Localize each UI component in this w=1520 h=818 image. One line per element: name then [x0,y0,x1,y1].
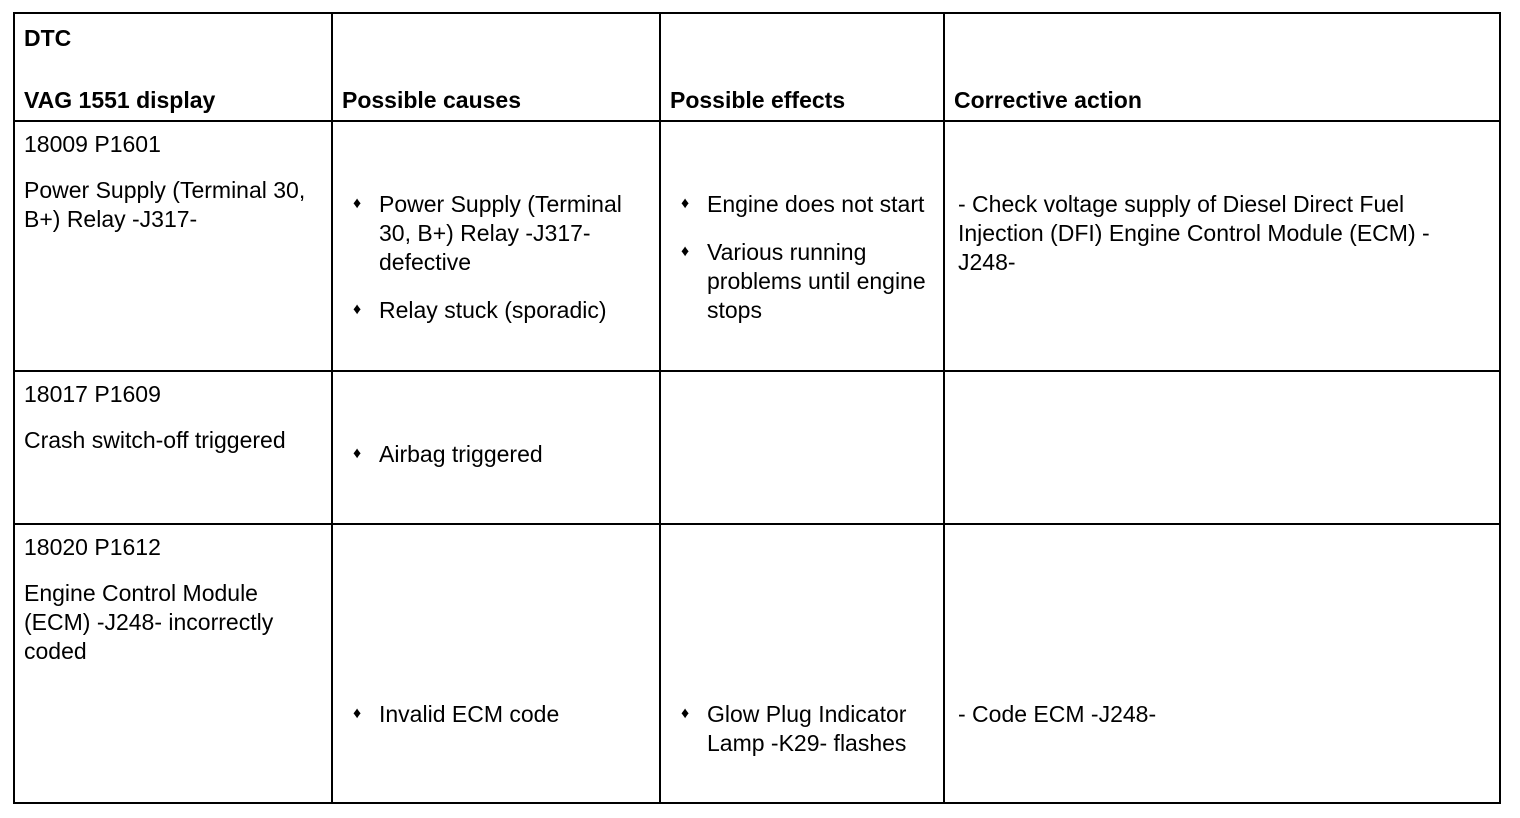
list-item [353,296,653,325]
list-item [681,700,937,758]
cause-text: Power Supply (Terminal 30, B+) Relay -J317- defective [379,191,622,275]
header-dtc: DTC [24,25,72,51]
effect-text: Glow Plug Indicator Lamp -K29- flashes [707,701,907,756]
diamond-bullet-icon: ♦ [681,705,690,722]
cause-text: Relay stuck (sporadic) [379,297,607,323]
table-row [14,524,1500,803]
effects-cell [660,121,944,371]
dtc-cell [14,371,332,524]
diamond-bullet-icon: ♦ [353,445,362,462]
dtc-description: Crash switch-off triggered [24,427,286,453]
dtc-description: Engine Control Module (ECM) -J248- incorrectly coded [24,580,274,664]
table-row [14,121,1500,371]
diamond-bullet-icon: ♦ [353,705,362,722]
header-cell-causes [332,13,660,121]
effects-cell [660,371,944,524]
dtc-cell [14,524,332,803]
corrective-action-text: - Check voltage supply of Diesel Direct Fuel Injection (DFI) Engine Control Module (ECM) -J248- [958,191,1430,275]
causes-list [353,700,653,729]
list-item [353,700,653,729]
header-action: Corrective action [954,87,1142,113]
effects-list [681,190,937,325]
header-cell-dtc [14,13,332,121]
causes-cell [332,371,660,524]
list-item [681,238,937,325]
diamond-bullet-icon: ♦ [353,195,362,212]
causes-list [353,440,653,469]
header-cell-effects [660,13,944,121]
dtc-code: 18009 P1601 [24,131,161,157]
diamond-bullet-icon: ♦ [681,243,690,260]
header-effects: Possible effects [670,87,846,113]
header-cell-action [944,13,1500,121]
list-item [681,190,937,219]
table-row [14,371,1500,524]
cause-text: Airbag triggered [379,441,543,467]
dtc-code: 18017 P1609 [24,381,161,407]
causes-list [353,190,653,325]
dtc-table [13,12,1501,804]
action-cell [944,524,1500,803]
effect-text: Various running problems until engine stops [707,239,926,323]
header-causes: Possible causes [342,87,521,113]
diamond-bullet-icon: ♦ [681,195,690,212]
list-item [353,190,653,277]
causes-cell [332,121,660,371]
header-display: VAG 1551 display [24,87,216,113]
effects-list [681,700,937,758]
table-header-row [14,13,1500,121]
dtc-description: Power Supply (Terminal 30, B+) Relay -J317- [24,177,306,232]
dtc-code: 18020 P1612 [24,534,161,560]
effects-cell [660,524,944,803]
action-cell [944,121,1500,371]
corrective-action-text: - Code ECM -J248- [958,701,1157,727]
action-cell [944,371,1500,524]
causes-cell [332,524,660,803]
cause-text: Invalid ECM code [379,701,560,727]
effect-text: Engine does not start [707,191,925,217]
diamond-bullet-icon: ♦ [353,301,362,318]
dtc-cell [14,121,332,371]
list-item [353,440,653,469]
